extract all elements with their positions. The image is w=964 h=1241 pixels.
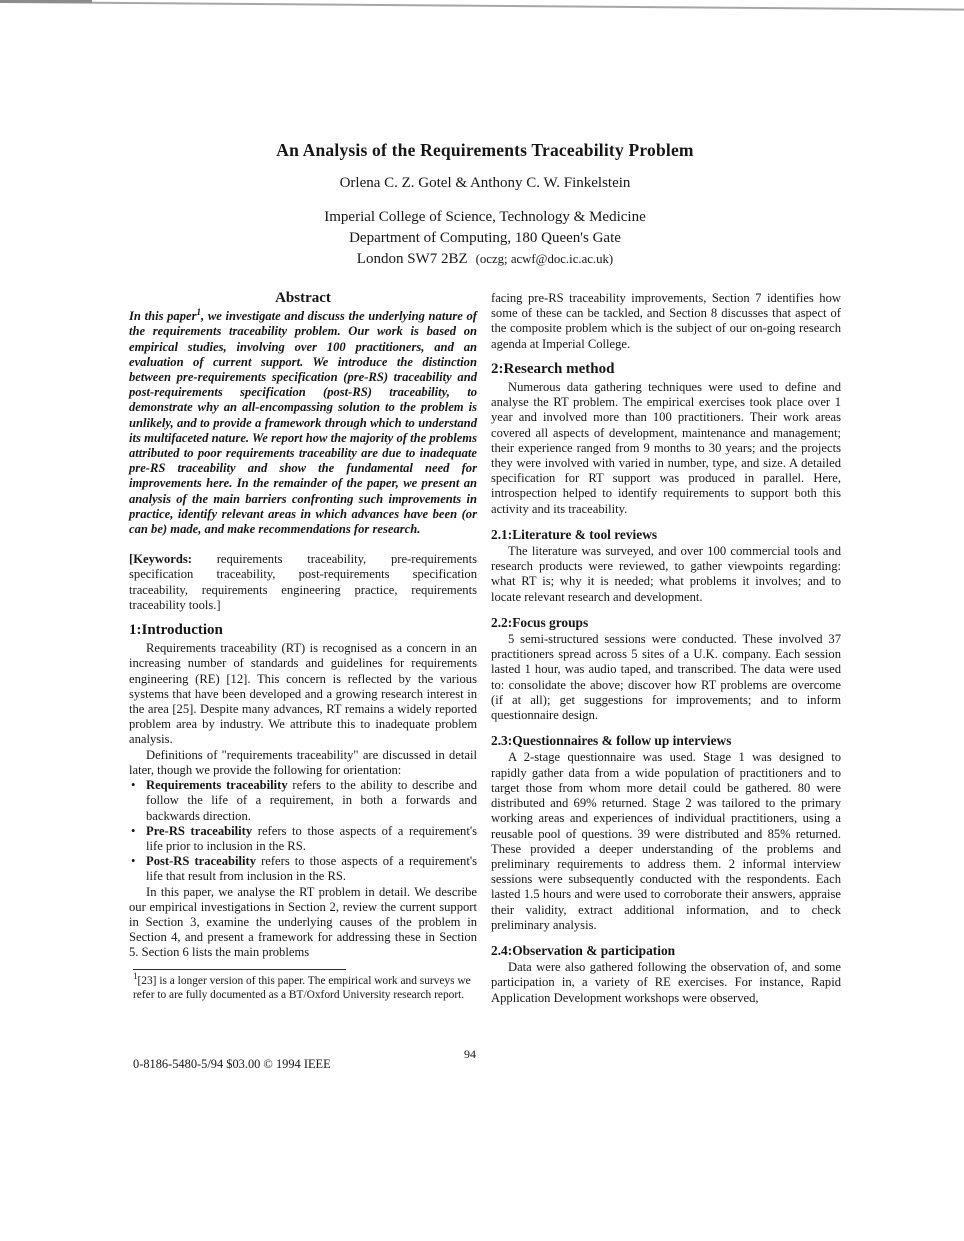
page-number: 94 [464,1047,476,1061]
observation-para: Data were also gathered following the observation of, and some participation in, a variety of RE exercises. For instance, Rapid Application Development workshops were observed, [491,960,841,1005]
affiliation-block [129,207,841,270]
authors-line: Orlena C. Z. Gotel & Anthony C. W. Finkelstein [339,175,631,191]
paper-title: An Analysis of the Requirements Traceability Problem [276,140,694,160]
bullet-icon: • [131,823,136,838]
bullet-rest: refers to those aspects of a requirement's life prior to inclusion in the RS. [146,823,477,853]
bullet-text [146,824,477,854]
intro-para-3: In this paper, we analyse the RT problem in detail. We describe our empirical investigations in Section 2, review the current support in Section 3, examine the underlying causes of the problem in Section 4, and present a framework for addressing these in Section 5. Section 6 lists the main problems [129,884,477,960]
footnote-text [133,971,487,1003]
affiliation-line-1: Imperial College of Science, Technology & Medicine [324,209,646,225]
keywords-block [129,552,477,613]
section-2-2-heading: 2.2:Focus groups [491,614,589,630]
bullet-item-post-rs-traceability [129,854,477,884]
copyright-line: 0-8186-5480-5/94 $03.00 © 1994 IEEE [133,1057,331,1071]
footnote-block [133,969,487,1003]
page-content [129,140,841,1006]
bullet-text [146,778,477,824]
bullet-icon: • [131,854,136,869]
bullet-item-pre-rs-traceability [129,824,477,854]
two-column-body [129,291,841,1006]
section-2-heading: 2:Research method [491,360,615,377]
bullet-term: Post-RS traceability [146,854,256,869]
research-method-para: Numerous data gathering techniques were used to define and analyse the RT problem. The empirical exercises took place over 1 year and involved more than 100 practitioners. Their work areas covered all aspects of development, maintenance and management; their experience ranged from 9 months to 30 years; and the projects they were involved with varied in number, type, and size. A detailed specification for RT support was produced in parallel. Here, introspection helped to identify requirements to support both this activity and its traceability. [491,380,841,516]
affiliation-address: London SW7 2BZ [356,251,468,267]
intro-para-1: Requirements traceability (RT) is recognised as a concern in an increasing number of standards and guidelines for requirements engineering (RE) [12]. This concern is reflected by the various systems that have been developed and a growing research interest in the area [25]. Despite many advances, RT remains a widely reported problem area by industry. We attribute this to inadequate problem analysis. [129,641,477,747]
continuation-para: facing pre-RS traceability improvements, Section 7 identifies how some of these can be tackled, and Section 8 discusses that aspect of the composite problem which is the subject of our on-going research agenda at Imperial College. [491,291,841,351]
abstract-body [129,309,477,537]
intro-para-2: Definitions of "requirements traceability" are discussed in detail later, though we provide the following for orientation: [129,747,477,777]
scan-edge-artifact-dark [0,0,92,3]
title-block [129,140,841,270]
section-1-heading: 1:Introduction [129,622,223,639]
bullet-text [146,854,477,884]
footnote-marker: 1 [196,307,202,318]
bullet-rest: refers to the ability to describe and follow the life of a requirement, in both a forwards and backwards direction. [146,778,477,823]
section-2-3-heading: 2.3:Questionnaires & follow up interviews [491,733,732,749]
bullet-rest: refers to those aspects of a requirement's life that result from inclusion in the RS. [146,854,477,884]
scan-edge-artifact [0,1,964,11]
bullet-icon: • [131,778,136,793]
right-column [491,291,841,1006]
bullet-term: Requirements traceability [146,778,288,793]
focus-groups-para: 5 semi-structured sessions were conducted. These involved 37 practitioners spread across 5 sites of a U.K. company. Each session lasted 1 hour, was audio taped, and transcribed. The data were used to: consolidate the above; discover how RT problems are overcome (if at all); get suggestions for improvements; and to inform questionnaire design. [491,632,841,723]
footnote-body: [23] is a longer version of this paper. The empirical work and surveys we refer to are fully documented as a BT/Oxford University research report. [133,975,471,1001]
abstract-rest: , we investigate and discuss the underlying nature of the requirements traceability problem. Our work is based on empirical studies, involving over 100 practitioners, and an evaluation of current support. We introduce the distinction between pre-requirements specification (pre-RS) traceability and post-requirements specification (post-RS) traceability, to demonstrate why an all-encompassing solution to the problem is unlikely, and to provide a framework through which to understand its multifaceted nature. We report how the majority of the problems attributed to poor requirements traceability are due to inadequate pre-RS traceability and show the fundamental need for improvements here. In the remainder of the paper, we present an analysis of the main barriers confronting such improvements in practice, identify relevant areas in which advances have been (or can be) made, and make recommendations for research. [129,309,477,537]
affiliation-line-2: Department of Computing, 180 Queen's Gate [349,230,621,246]
keywords-label: [Keywords: [129,552,192,567]
bullet-item-requirements-traceability [129,778,477,824]
affiliation-line-3 [129,249,841,270]
literature-reviews-para: The literature was surveyed, and over 100 commercial tools and research products were reviewed, to gather viewpoints regarding: what RT is; why it is needed; what problems it involves; and to locate relevant research and development. [491,544,841,604]
questionnaires-para: A 2-stage questionnaire was used. Stage 1 was designed to rapidly gather data from a wide population of practitioners and to target those from whom more detail could be gathered. 80 were distributed and 69% returned. Stage 2 was tailored to the primary working areas and experiences of individual practitioners, using a reusable pool of questions. 39 were distributed and 85% returned. These provided a deeper understanding of the problems and preliminary requirements to address them. 2 informal interview sessions were subsequently conducted with the respondents. Each lasted 1.5 hours and were used to corroborate their answers, appraise their validity, extract additional information, and to check preliminary analysis. [491,750,841,932]
footnote-ref: 1 [133,971,138,982]
section-2-4-heading: 2.4:Observation & participation [491,942,676,958]
abstract-heading: Abstract [275,290,331,306]
section-2-1-heading: 2.1:Literature & tool reviews [491,526,658,542]
keywords-text: requirements traceability, pre-requirements specification traceability, post-requirements specification traceability, requirements engineering practice, requirements traceability tools.] [129,552,477,612]
footnote-rule [133,969,346,970]
abstract-lead: In this paper [129,309,197,324]
bullet-term: Pre-RS traceability [146,823,253,838]
affiliation-email: (oczg; acwf@doc.ic.ac.uk) [475,252,614,266]
left-column [129,291,477,1006]
